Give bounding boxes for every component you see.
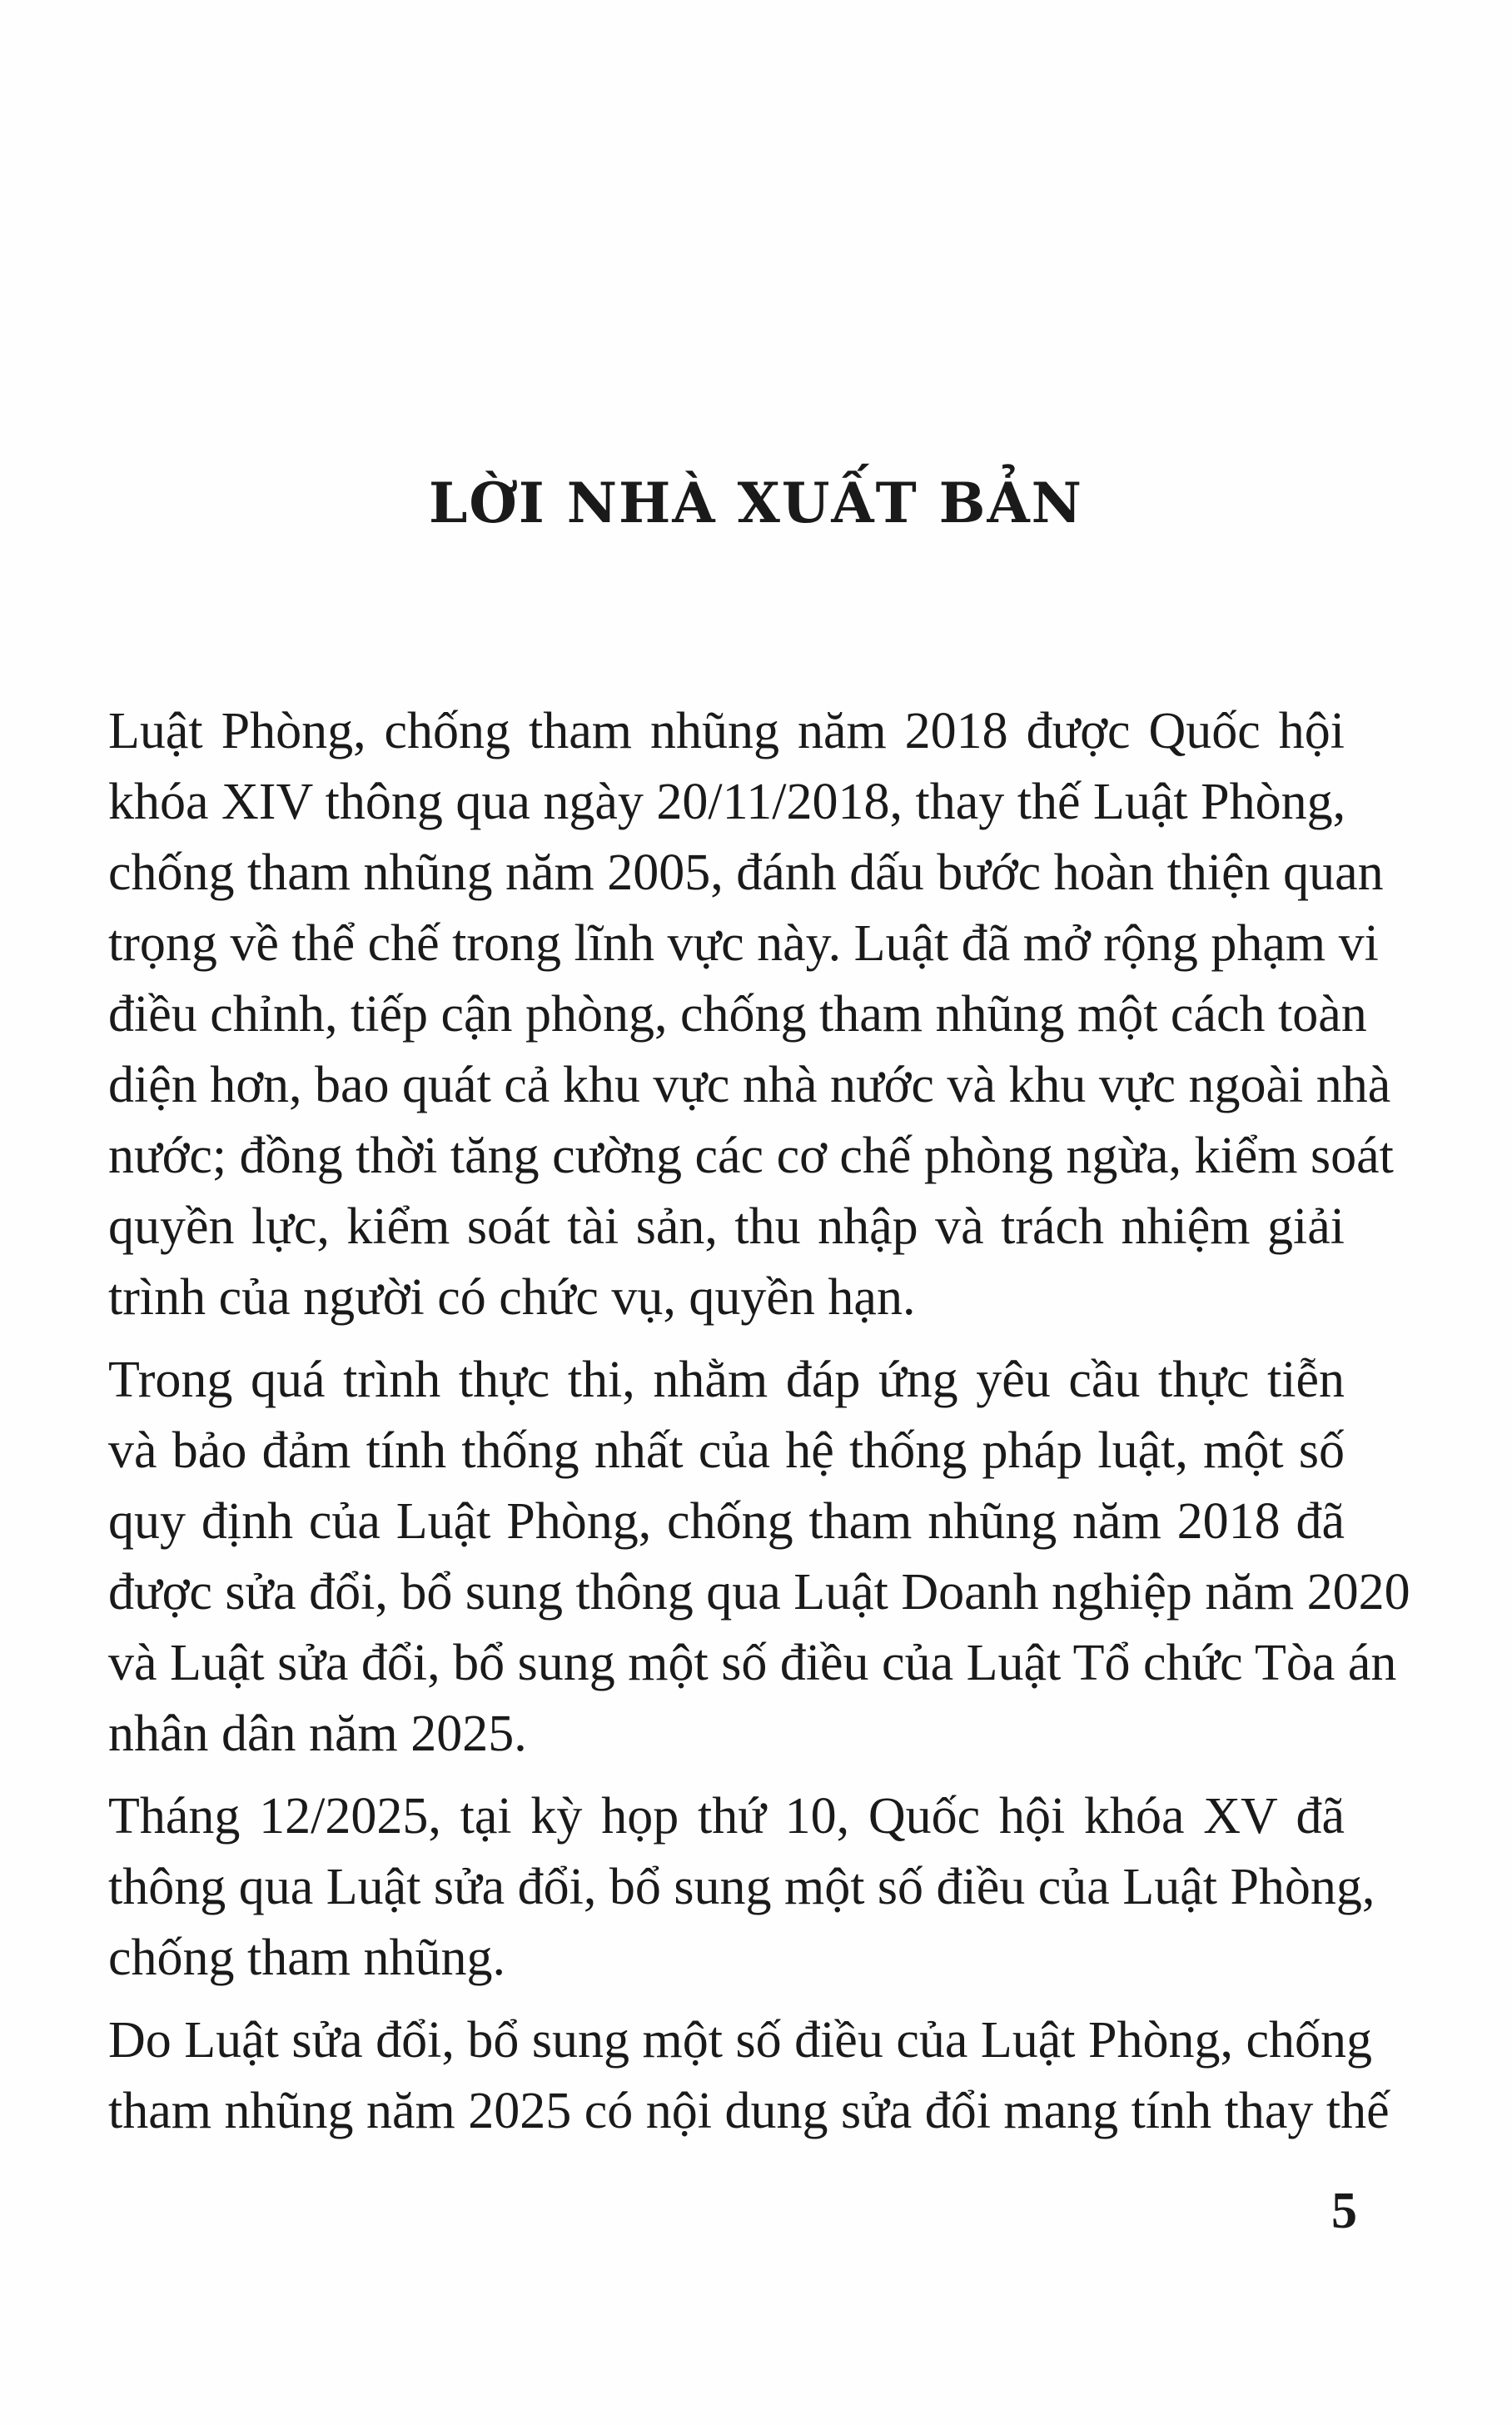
text-line: Tháng 12/2025, tại kỳ họp thứ 10, Quốc hội khóa XV đã [108,1788,1345,1845]
text-line: Do Luật sửa đổi, bổ sung một số điều của Luật Phòng, chống [108,2012,1372,2069]
text-line: Trong quá trình thực thi, nhằm đáp ứng yêu cầu thực tiễn [108,1352,1345,1408]
text-line: trọng về thể chế trong lĩnh vực này. Luật đã mở rộng phạm vi [108,915,1379,972]
paragraph-2 [108,1345,1410,1770]
paragraph-1 [108,696,1394,1333]
text-line: và bảo đảm tính thống nhất của hệ thống pháp luật, một số [108,1422,1345,1479]
paragraph-3 [108,1781,1375,1994]
text-line: trình của người có chức vụ, quyền hạn. [108,1269,916,1326]
body-text [108,696,1410,2159]
text-line: nước; đồng thời tăng cường các cơ chế phòng ngừa, kiểm soát [108,1128,1394,1184]
text-line: tham nhũng năm 2025 có nội dung sửa đổi mang tính thay thế [108,2083,1390,2139]
page-title: LỜI NHÀ XUẤT BẢN [428,471,1083,535]
text-line: điều chỉnh, tiếp cận phòng, chống tham nhũng một cách toàn [108,986,1367,1043]
text-line: chống tham nhũng. [108,1930,505,1986]
page-number: 5 [1331,2183,1357,2239]
text-line: khóa XIV thông qua ngày 20/11/2018, thay thế Luật Phòng, [108,774,1346,830]
text-line: được sửa đổi, bổ sung thông qua Luật Doanh nghiệp năm 2020 [108,1564,1410,1621]
text-line: quy định của Luật Phòng, chống tham nhũng năm 2018 đã [108,1493,1345,1550]
text-line: thông qua Luật sửa đổi, bổ sung một số điều của Luật Phòng, [108,1859,1375,1915]
paragraph-4 [108,2005,1390,2147]
text-line: quyền lực, kiểm soát tài sản, thu nhập và trách nhiệm giải [108,1198,1345,1255]
text-line: nhân dân năm 2025. [108,1705,527,1762]
text-line: Luật Phòng, chống tham nhũng năm 2018 được Quốc hội [108,703,1345,759]
text-line: diện hơn, bao quát cả khu vực nhà nước và khu vực ngoài nhà [108,1057,1391,1113]
text-line: và Luật sửa đổi, bổ sung một số điều của Luật Tổ chức Tòa án [108,1635,1397,1691]
text-line: chống tham nhũng năm 2005, đánh dấu bước hoàn thiện quan [108,844,1384,901]
